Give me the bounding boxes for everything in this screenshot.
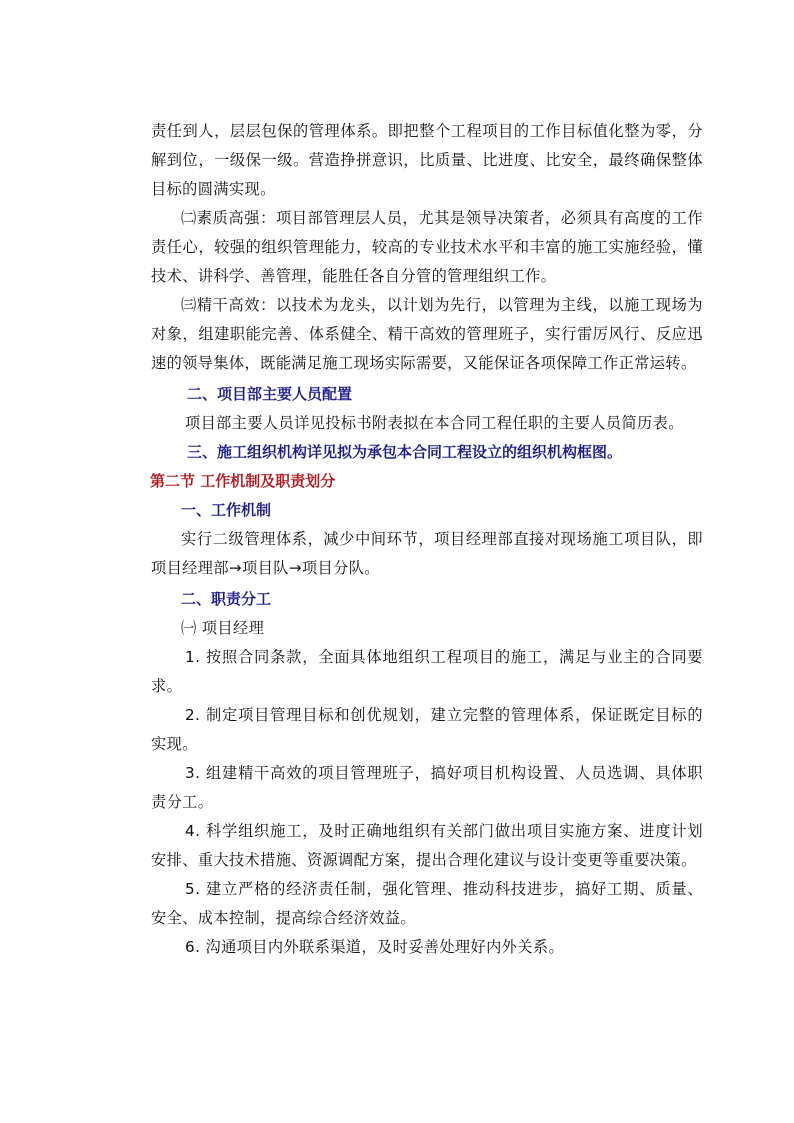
paragraph-responsibility: 责任到人，层层包保的管理体系。即把整个工程项目的工作目标值化整为零，分解到位，一级保一级。营造挣拼意识，比质量、比进度、比安全，最终确保整体目标的圆满实现。 — [151, 122, 703, 198]
chapter-heading: 第二节 工作机制及职责划分 — [150, 472, 336, 490]
list-item: 2. 制定项目管理目标和创优规划，建立完整的管理体系，保证既定目标的实现。 — [151, 706, 703, 753]
list-item: 3. 组建精干高效的项目管理班子，搞好项目机构设置、人员选调、具体职责分工。 — [151, 764, 703, 811]
paragraph-efficiency: ㈢精干高效：以技术为龙头，以计划为先行，以管理为主线，以施工现场为对象，组建职能完善、体系健全、精干高效的管理班子，实行雷厉风行、反应迅速的领导集体，既能满足施工现场实际需要，又能保证各项保障工作正常运转。 — [151, 296, 703, 372]
list-item: 4. 科学组织施工，及时正确地组织有关部门做出项目实施方案、进度计划安排、重大技术措施、资源调配方案，提出合理化建议与设计变更等重要决策。 — [151, 822, 703, 869]
paragraph-quality: ㈡素质高强：项目部管理层人员，尤其是领导决策者，必须具有高度的工作责任心，较强的组织管理能力，较高的专业技术水平和丰富的施工实施经验，懂技术、讲科学、善管理，能胜任各自分管的管理组织工作。 — [151, 209, 703, 285]
section-heading-mechanism: 一、工作机制 — [181, 501, 272, 519]
list-item: 6. 沟通项目内外联系渠道，及时妥善处理好内外关系。 — [185, 938, 565, 956]
subheading-project-manager: ㈠ 项目经理 — [181, 619, 265, 637]
list-item: 5. 建立严格的经济责任制，强化管理、推动科技进步，搞好工期、质量、安全、成本控制，提高综合经济效益。 — [151, 880, 703, 927]
section-heading-staffing: 二、项目部主要人员配置 — [187, 385, 353, 403]
paragraph-mechanism: 实行二级管理体系，减少中间环节，项目经理部直接对现场施工项目队，即项目经理部→项目队→项目分队。 — [151, 530, 703, 577]
section-heading-organization: 三、施工组织机构详见拟为承包本合同工程设立的组织机构框图。 — [187, 443, 623, 461]
document-body — [151, 117, 703, 962]
list-item: 1. 按照合同条款，全面具体地组织工程项目的施工，满足与业主的合同要求。 — [151, 648, 703, 695]
paragraph-staffing: 项目部主要人员详见投标书附表拟在本合同工程任职的主要人员简历表。 — [185, 414, 684, 432]
section-heading-duties: 二、职责分工 — [181, 590, 272, 608]
